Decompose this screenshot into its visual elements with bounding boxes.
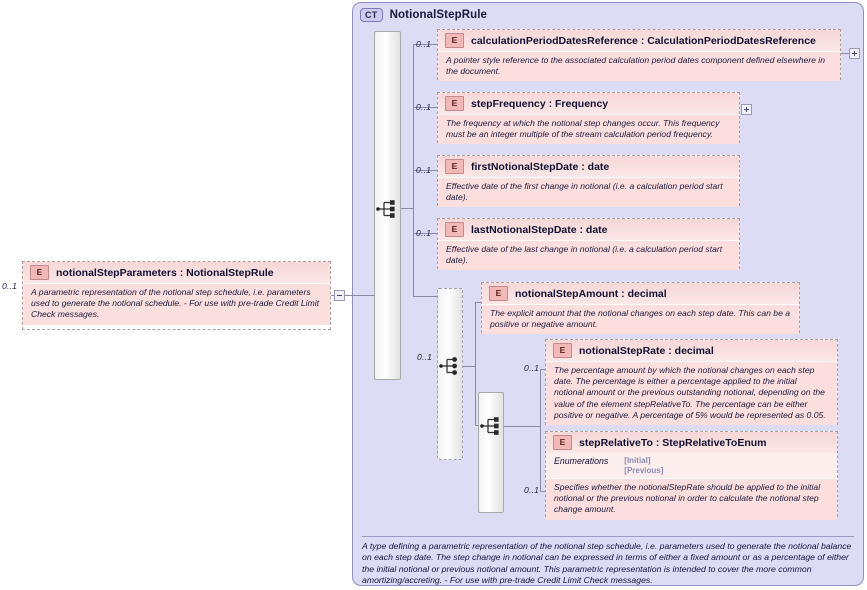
element-notionalStepParameters[interactable] bbox=[22, 261, 331, 330]
enumeration-value: [Previous] bbox=[624, 466, 664, 475]
enumeration-value: [Initial] bbox=[624, 456, 651, 465]
element-name: stepRelativeTo : StepRelativeToEnum bbox=[579, 436, 767, 449]
expand-connector-1 bbox=[841, 53, 849, 54]
element-description: The explicit amount that the notional changes on each step date. This can be a positive or negative amount. bbox=[482, 305, 799, 334]
enumerations-label: Enumerations bbox=[554, 456, 609, 466]
element-description: A pointer style reference to the associated calculation period dates component defined elsewhere in the document. bbox=[438, 52, 840, 81]
element-tag-icon: E bbox=[553, 343, 572, 358]
element-name: firstNotionalStepDate : date bbox=[471, 160, 610, 173]
element-calculationPeriodDatesReference[interactable] bbox=[437, 29, 841, 80]
branch-trunk-nested bbox=[540, 369, 541, 491]
cardinality-stepFrequency: 0..1 bbox=[416, 102, 432, 112]
enumerations-values bbox=[624, 456, 663, 476]
branch-line-5 bbox=[413, 296, 437, 297]
element-stepFrequency[interactable] bbox=[437, 92, 740, 143]
cardinality-lastNotionalStepDate: 0..1 bbox=[416, 228, 432, 238]
element-name: calculationPeriodDatesReference : CalculationPeriodDatesReference bbox=[471, 34, 816, 47]
element-stepRelativeTo[interactable] bbox=[545, 431, 838, 517]
sequence-compositor-icon-optional bbox=[439, 356, 463, 376]
element-name: notionalStepParameters : NotionalStepRule bbox=[56, 266, 274, 279]
sequence-bar-nested[interactable] bbox=[478, 392, 504, 513]
element-description: Effective date of the last change in notional (i.e. a calculation period start date). bbox=[438, 241, 739, 270]
branch-stub-outer bbox=[401, 208, 413, 209]
cardinality-calculationPeriodDatesReference: 0..1 bbox=[416, 39, 432, 49]
element-tag-icon: E bbox=[445, 96, 464, 111]
element-title bbox=[546, 432, 837, 453]
connector-into-outer-sequence bbox=[354, 295, 375, 296]
element-description: The percentage amount by which the notional changes on each step date. The percentage is either a percentage applied to the initial notional amount or the previous outstanding notional, depending on the value of the element stepRelativeTo. The percentage can be either positive or negative. A percentage of 5% would be represented as 0.05. bbox=[546, 362, 837, 425]
element-title bbox=[438, 93, 739, 115]
cardinality-notionalStepParameters: 0..1 bbox=[2, 281, 18, 291]
sequence-compositor-icon-outer bbox=[376, 199, 400, 219]
cardinality-firstNotionalStepDate: 0..1 bbox=[416, 165, 432, 175]
element-lastNotionalStepDate[interactable] bbox=[437, 218, 740, 269]
element-name: notionalStepRate : decimal bbox=[579, 344, 714, 357]
connector-ref-stub bbox=[331, 295, 334, 296]
element-name: notionalStepAmount : decimal bbox=[515, 287, 667, 300]
cardinality-notionalStepRate: 0..1 bbox=[524, 363, 540, 373]
element-tag-icon: E bbox=[445, 33, 464, 48]
complex-type-tag: CT bbox=[360, 8, 383, 22]
element-enumerations bbox=[546, 453, 837, 479]
complex-type-annotation: A type defining a parametric representation of the notional step schedule, i.e. parameters used to generate the notional balance on each step date. The step change in notional can be expressed in terms of either a fixed amount or as a percentage of either the initial notional or previous notional amount. This parametric representation is intended to cover the more common amortizing/accreting. - For use with pre-trade Credit Limit Check messages. bbox=[362, 536, 854, 586]
element-tag-icon: E bbox=[445, 159, 464, 174]
branch-trunk-optional bbox=[475, 302, 476, 425]
sequence-compositor-icon-nested bbox=[480, 416, 504, 436]
element-tag-icon: E bbox=[30, 265, 49, 280]
element-notionalStepRate[interactable] bbox=[545, 339, 838, 425]
element-tag-icon: E bbox=[445, 222, 464, 237]
element-title bbox=[438, 156, 739, 178]
element-description: Effective date of the first change in notional (i.e. a calculation period start date). bbox=[438, 178, 739, 207]
element-title bbox=[482, 283, 799, 305]
element-notionalStepAmount[interactable] bbox=[481, 282, 800, 333]
element-tag-icon: E bbox=[553, 435, 572, 450]
branch-stub-nested bbox=[504, 426, 540, 427]
element-title bbox=[546, 340, 837, 362]
cardinality-notionalStepAmount: 0..1 bbox=[417, 352, 433, 362]
expand-plus-icon-stepFrequency[interactable] bbox=[741, 104, 752, 115]
element-firstNotionalStepDate[interactable] bbox=[437, 155, 740, 206]
element-title bbox=[23, 262, 330, 284]
element-description: A parametric representation of the notional step schedule, i.e. parameters used to generate the notional schedule. - For use with pre-trade Credit Limit Check messages. bbox=[23, 284, 330, 325]
complex-type-name: NotionalStepRule bbox=[389, 9, 488, 21]
cardinality-stepRelativeTo: 0..1 bbox=[524, 485, 540, 495]
element-title bbox=[438, 30, 840, 52]
element-name: stepFrequency : Frequency bbox=[471, 97, 609, 110]
connector-ref-to-ct bbox=[345, 295, 354, 296]
collapse-minus-icon-notionalStepParameters[interactable] bbox=[334, 290, 345, 301]
branch-stub-optional bbox=[463, 366, 475, 367]
complex-type-header bbox=[360, 6, 487, 24]
expand-plus-icon-calculationPeriodDatesReference[interactable] bbox=[849, 48, 860, 59]
element-title bbox=[438, 219, 739, 241]
element-description: The frequency at which the notional step changes occur. This frequency must be an integer multiple of the stream calculation period frequency. bbox=[438, 115, 739, 144]
element-name: lastNotionalStepDate : date bbox=[471, 223, 608, 236]
element-tag-icon: E bbox=[489, 286, 508, 301]
element-description: Specifies whether the notionalStepRate should be applied to the initial notional or the previous notional in order to calculate the notional step change amount. bbox=[546, 479, 837, 520]
